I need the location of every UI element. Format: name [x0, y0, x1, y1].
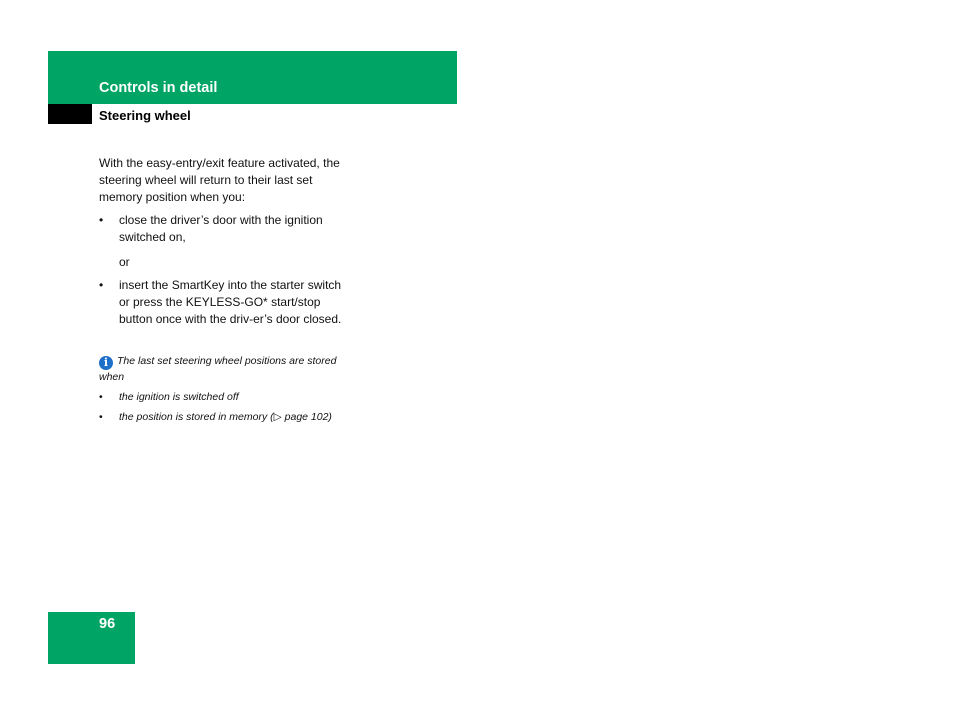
- note-list-item-text: the position is stored in memory (▷ page 102): [119, 411, 332, 423]
- section-marker-tab: [48, 104, 92, 124]
- bullet-marker: •: [99, 411, 103, 423]
- list-item: [99, 277, 349, 345]
- or-separator: or: [119, 255, 130, 269]
- header-band: [48, 51, 457, 104]
- bullet-marker: •: [99, 213, 104, 227]
- bullet-marker: •: [99, 278, 104, 292]
- note-list-item: [99, 410, 344, 440]
- list-item-text: close the driver’s door with the ignition switched on,: [119, 213, 323, 244]
- info-note-text: The last set steering wheel positions are stored when: [99, 355, 337, 383]
- list-item-text: insert the SmartKey into the starter switch or press the KEYLESS-GO* start/stop button once with the driv-er’s door closed.: [119, 278, 342, 326]
- list-item: [99, 212, 349, 246]
- subsection-title: Steering wheel: [99, 108, 191, 123]
- info-note: [99, 354, 344, 385]
- page-number: 96: [99, 616, 116, 632]
- info-icon: i: [99, 356, 113, 370]
- intro-paragraph: With the easy-entry/exit feature activated, the steering wheel will return to their last set memory position when you:: [99, 156, 340, 204]
- section-title: Controls in detail: [99, 80, 218, 96]
- note-list-item-text: the ignition is switched off: [119, 391, 239, 403]
- page-number-box: [48, 612, 135, 664]
- bullet-marker: •: [99, 391, 103, 403]
- note-list-item: [99, 390, 344, 405]
